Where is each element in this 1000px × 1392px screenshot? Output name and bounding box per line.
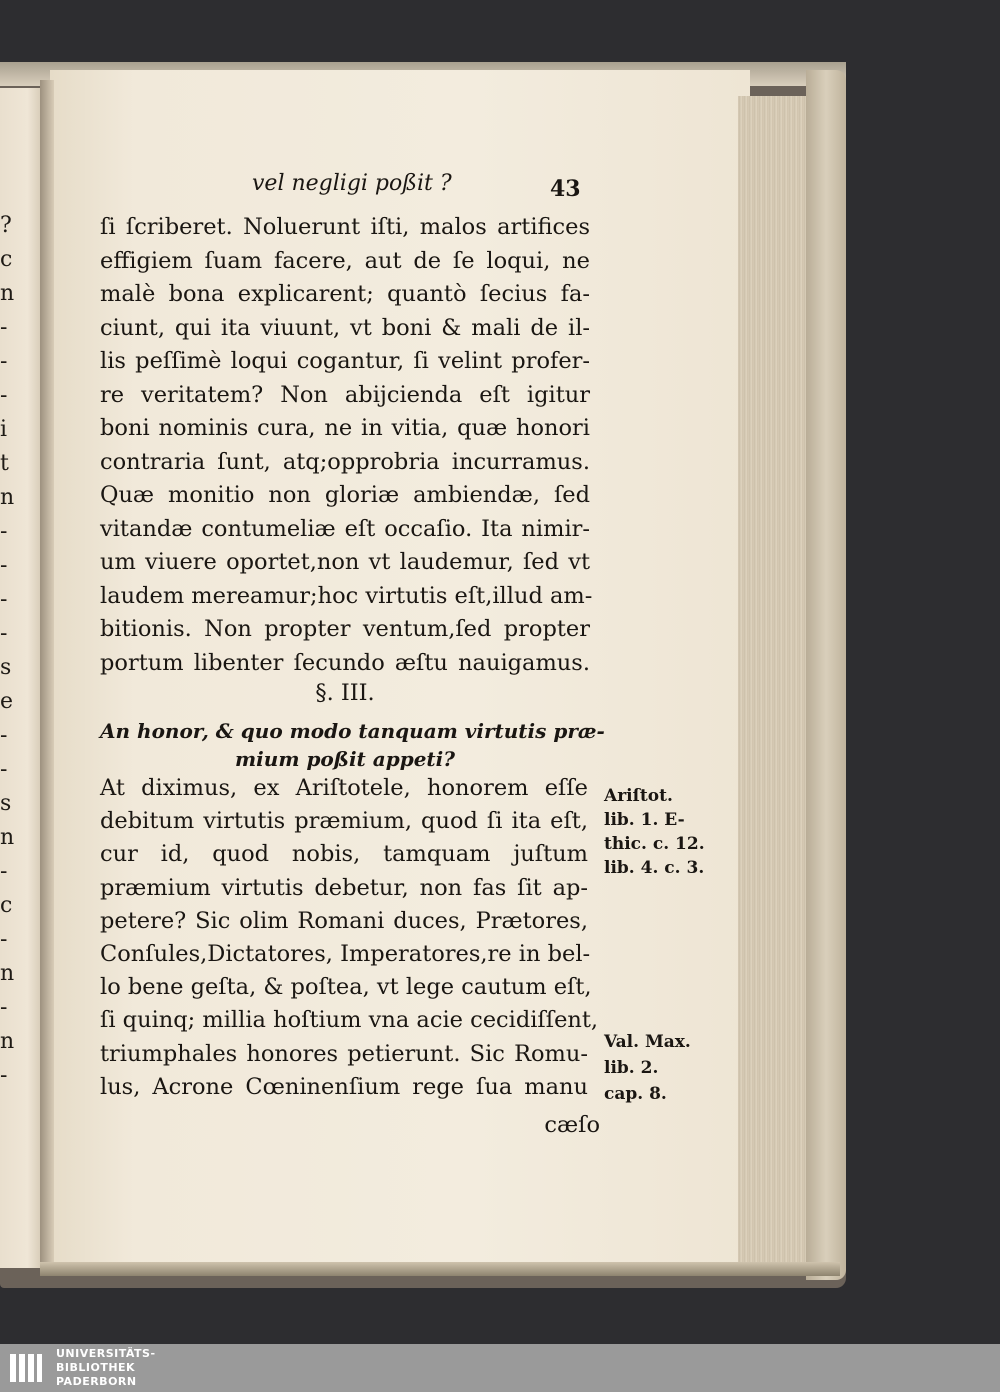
left-page-edge-char: i <box>0 417 8 442</box>
left-page-edge-char: - <box>0 587 8 612</box>
left-page-edge-char: t <box>0 451 9 476</box>
margin-note-line: Ariſtot. <box>604 786 673 806</box>
margin-note-line: lib. 1. E- <box>604 810 685 830</box>
margin-note-line: lib. 4. c. 3. <box>604 858 705 878</box>
left-page-edge-char: n <box>0 281 15 306</box>
left-page-edge-char: s <box>0 655 12 680</box>
left-page-edge-char: - <box>0 723 8 748</box>
book-gutter <box>40 80 54 1270</box>
text-line: petere? Sic olim Romani duces, Prætores, <box>100 907 588 934</box>
left-page-edge-char: - <box>0 757 8 782</box>
left-page-edge-char: ? <box>0 213 12 238</box>
left-page-edge-char: n <box>0 1029 15 1054</box>
book-cover-edge <box>806 70 846 1280</box>
left-page-edge-char: - <box>0 315 8 340</box>
text-line: bitionis. Non propter ventum,ſed propter <box>100 616 590 642</box>
text-line: cur id, quod nobis, tamquam juſtum <box>100 841 588 868</box>
text-line: effigiem ſuam facere, aut de ſe loqui, ne <box>100 247 590 274</box>
left-page-edge-char: - <box>0 927 8 952</box>
book-bottom-edge <box>40 1262 840 1276</box>
left-page-edge-char: c <box>0 247 13 272</box>
text-line: At diximus, ex Ariſtotele, honorem eſſe <box>100 775 588 801</box>
text-line: ſi quinq; millia hoſtium vna acie cecidiſſent, <box>100 1007 599 1034</box>
text-line: lo bene geſta, & poſtea, vt lege cautum eſt, <box>100 974 592 1001</box>
margin-note-line: Val. Max. <box>604 1032 691 1052</box>
left-page-edge-char: - <box>0 349 8 374</box>
text-line: triumphales honores petierunt. Sic Romu- <box>100 1040 588 1067</box>
logo-line: UNIVERSITÄTS- <box>56 1347 156 1360</box>
page-number: 43 <box>550 176 581 202</box>
catchword: cæſo <box>544 1112 600 1138</box>
library-footer <box>0 1344 1000 1392</box>
logo-line: BIBLIOTHEK <box>56 1361 136 1374</box>
left-page-edge-char: - <box>0 519 8 544</box>
margin-note-line: thic. c. 12. <box>604 834 705 854</box>
margin-note-line: lib. 2. <box>604 1058 659 1078</box>
left-page-edge-char: c <box>0 893 13 918</box>
text-line: re veritatem? Non abijcienda eſt igitur <box>100 381 590 408</box>
text-line: Conſules,Dictatores, Imperatores,re in bel- <box>100 941 591 967</box>
logo-line: PADERBORN <box>56 1375 137 1388</box>
text-line: laudem mereamur;hoc virtutis eſt,illud am- <box>100 582 593 609</box>
text-line: Quæ monitio non gloriæ ambiendæ, ſed <box>100 482 590 508</box>
page-fore-edge <box>738 96 810 1268</box>
text-line: ciunt, qui ita viuunt, vt boni & mali de il- <box>100 314 590 341</box>
text-line: præmium virtutis debetur, non fas ſit ap- <box>100 874 588 901</box>
section-number: §. III. <box>315 680 375 706</box>
text-line: malè bona explicarent; quantò ſecius fa- <box>100 281 590 307</box>
text-line: boni nominis cura, ne in vitia, quæ honori <box>100 415 590 441</box>
library-logo-icon <box>8 1350 44 1386</box>
text-line: um viuere oportet,non vt laudemur, ſed vt <box>100 549 590 575</box>
left-page-edge-char: - <box>0 859 8 884</box>
left-page-edge-char: n <box>0 961 15 986</box>
section-title-line-2: mium poßit appeti? <box>235 747 455 771</box>
library-logo-text <box>56 1347 156 1389</box>
text-line: debitum virtutis præmium, quod ſi ita eſt, <box>100 808 588 835</box>
left-page-edge-char: - <box>0 621 8 646</box>
text-line: vitandæ contumeliæ eſt occaſio. Ita nimir- <box>100 515 590 542</box>
text-line: contraria ſunt, atq;opprobria incurramus. <box>100 448 590 475</box>
margin-note-line: cap. 8. <box>604 1084 667 1104</box>
left-page-edge-char: - <box>0 553 8 578</box>
section-title-line-1: An honor, & quo modo tanquam virtutis præ- <box>100 719 605 743</box>
left-page-edge-char: n <box>0 825 15 850</box>
text-line: portum libenter ſecundo æſtu nauigamus. <box>100 649 590 676</box>
left-page-edge-char: e <box>0 689 14 714</box>
text-line: lus, Acrone Cœninenſium rege ſua manu <box>100 1073 588 1100</box>
running-head: vel negligi poßit ? <box>252 171 452 196</box>
left-page-edge-char: - <box>0 1063 8 1088</box>
left-page-edge-char: - <box>0 383 8 408</box>
left-page-edge-char: n <box>0 485 15 510</box>
text-line: ſi ſcriberet. Noluerunt iſti, malos artifices <box>100 214 590 240</box>
left-page-edge-char: - <box>0 995 8 1020</box>
text-line: lis peſſimè loqui cogantur, ſi velint profer- <box>100 348 590 374</box>
left-page-edge-char: s <box>0 791 12 816</box>
